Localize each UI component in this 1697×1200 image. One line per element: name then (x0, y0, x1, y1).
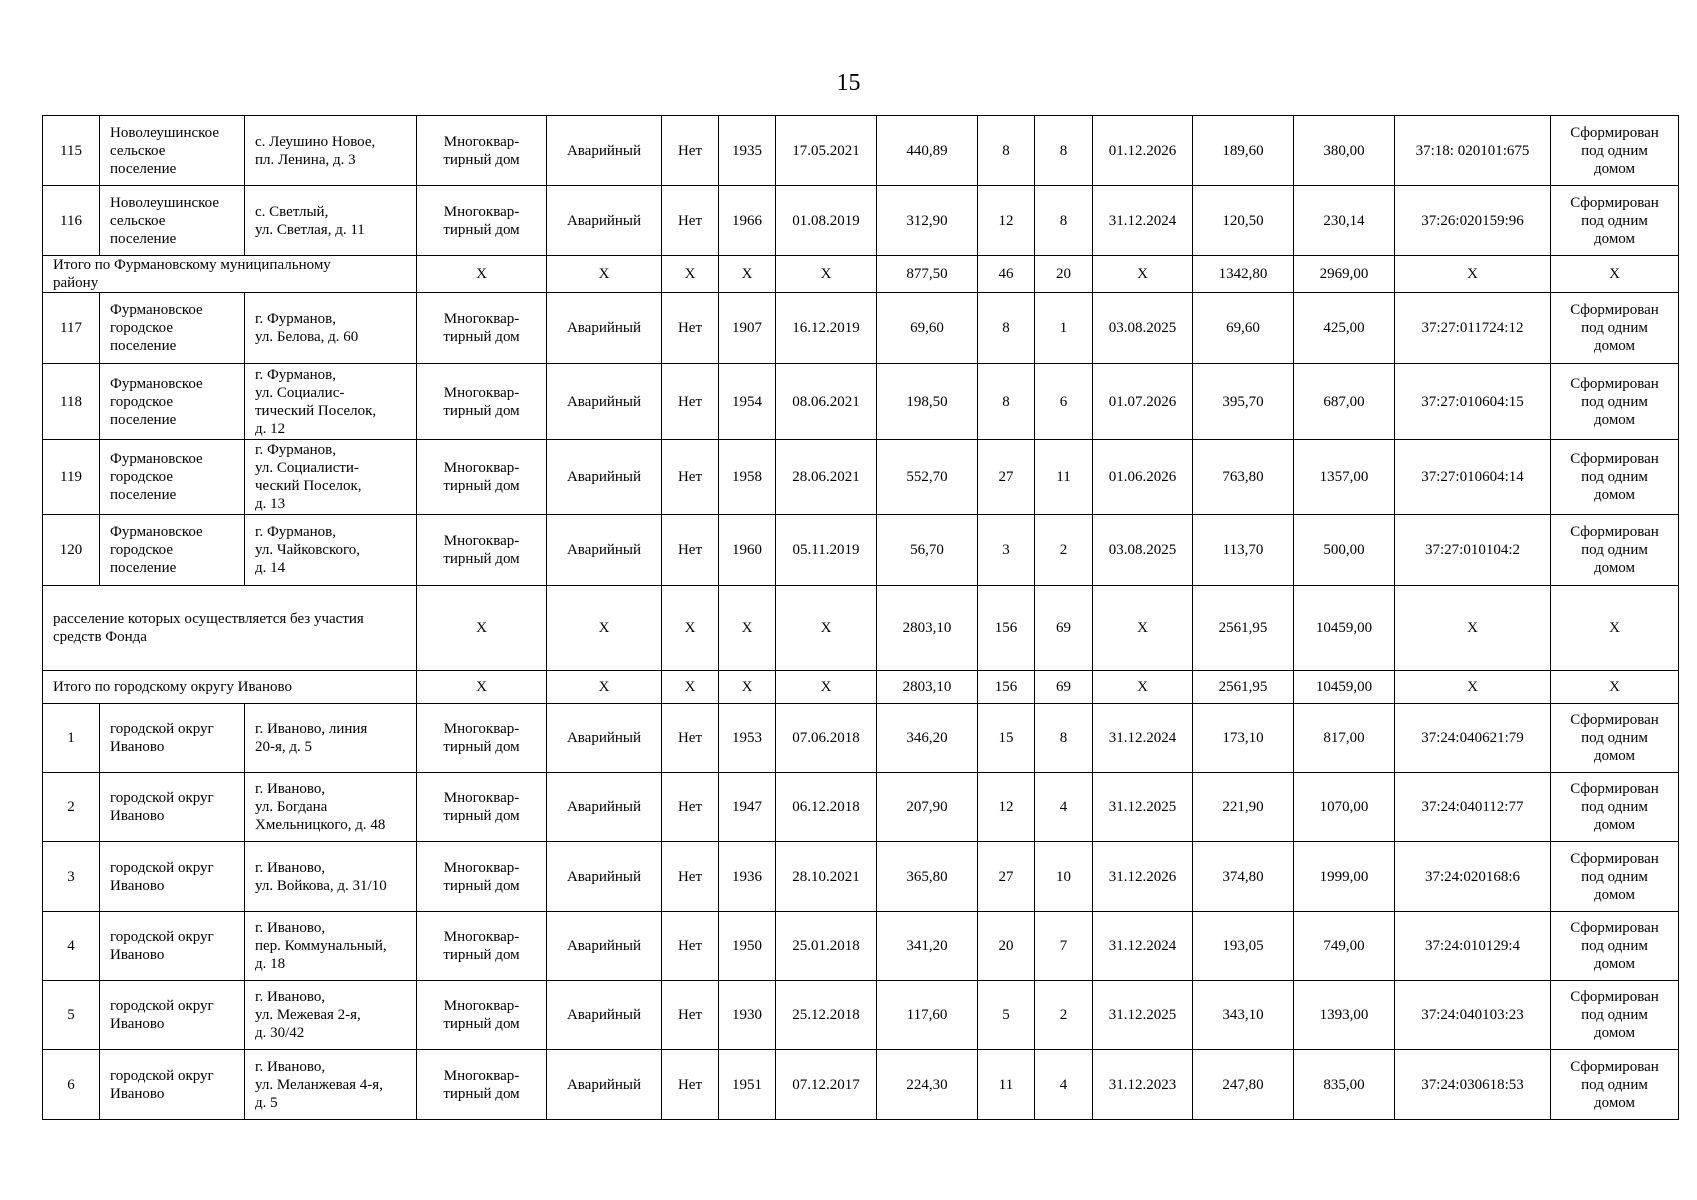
cell-relocation-deadline: 31.12.2025 (1093, 773, 1193, 842)
cell-row-number: 6 (43, 1050, 100, 1120)
cell-total-residents: 156 (978, 586, 1035, 671)
cell-reconstruction-flag: Нет (662, 515, 719, 586)
cell-row-number: 118 (43, 364, 100, 440)
cell-reconstruction-flag: Нет (662, 981, 719, 1050)
cell-relocation-deadline: 31.12.2024 (1093, 704, 1193, 773)
total-row (43, 256, 1679, 293)
cell-row-number: 120 (43, 515, 100, 586)
cell-row-number: 5 (43, 981, 100, 1050)
cell-apartments: 6 (1035, 364, 1093, 440)
cell-apartments: 2 (1035, 515, 1093, 586)
cell-row-number: 4 (43, 912, 100, 981)
cell-area: 365,80 (877, 842, 978, 912)
cell-municipality: Новолеушинское сельское поселение (100, 116, 245, 186)
cell-area: 341,20 (877, 912, 978, 981)
cell-relocated-area: 395,70 (1193, 364, 1294, 440)
cell-cadastral-number: 37:26:020159:96 (1395, 186, 1551, 256)
cell-area: 69,60 (877, 293, 978, 364)
cell-total-cost: 10459,00 (1294, 586, 1395, 671)
cell-residents: 12 (978, 186, 1035, 256)
cell-land-plot-status: Сформирован под одним домом (1551, 773, 1679, 842)
cell-residents: 5 (978, 981, 1035, 1050)
cell-apartments: 2 (1035, 981, 1093, 1050)
cell-relocated-area: 113,70 (1193, 515, 1294, 586)
cell-condition: Аварийный (547, 440, 662, 515)
cell-build-year: 1907 (719, 293, 776, 364)
table-row (43, 912, 1679, 981)
cell-col-x-5: X (547, 586, 662, 671)
cell-total-residents: 156 (978, 671, 1035, 704)
cell-col-x-8: X (776, 671, 877, 704)
table-row (43, 440, 1679, 515)
table-body (43, 116, 1679, 1120)
cell-address: г. Иваново, ул. Войкова, д. 31/10 (245, 842, 417, 912)
cell-col-x-15: X (1395, 671, 1551, 704)
cell-relocation-deadline: 31.12.2025 (1093, 981, 1193, 1050)
cell-relocated-area: 343,10 (1193, 981, 1294, 1050)
cell-relocated-area: 120,50 (1193, 186, 1294, 256)
total-row (43, 671, 1679, 704)
cell-apartments: 4 (1035, 773, 1093, 842)
cell-cost: 835,00 (1294, 1050, 1395, 1120)
cell-total-area: 877,50 (877, 256, 978, 293)
table-row (43, 293, 1679, 364)
total-label: Итого по городскому округу Иваново (43, 671, 417, 704)
cell-cost: 1393,00 (1294, 981, 1395, 1050)
cell-relocated-area: 69,60 (1193, 293, 1294, 364)
cell-building-type: Многоквар- тирный дом (417, 1050, 547, 1120)
cell-reconstruction-flag: Нет (662, 364, 719, 440)
cell-land-plot-status: Сформирован под одним домом (1551, 186, 1679, 256)
cell-cadastral-number: 37:24:010129:4 (1395, 912, 1551, 981)
cell-recognition-date: 06.12.2018 (776, 773, 877, 842)
table-row (43, 515, 1679, 586)
cell-build-year: 1953 (719, 704, 776, 773)
cell-cadastral-number: 37:27:010104:2 (1395, 515, 1551, 586)
cell-total-relocated-area: 1342,80 (1193, 256, 1294, 293)
cell-col-x-8: X (776, 586, 877, 671)
cell-col-x-15: X (1395, 586, 1551, 671)
cell-col-x-7: X (719, 671, 776, 704)
cell-reconstruction-flag: Нет (662, 842, 719, 912)
cell-land-plot-status: Сформирован под одним домом (1551, 364, 1679, 440)
cell-area: 224,30 (877, 1050, 978, 1120)
cell-relocation-deadline: 31.12.2024 (1093, 912, 1193, 981)
table-row (43, 981, 1679, 1050)
cell-apartments: 8 (1035, 116, 1093, 186)
cell-cadastral-number: 37:24:030618:53 (1395, 1050, 1551, 1120)
cell-cost: 425,00 (1294, 293, 1395, 364)
table-row (43, 364, 1679, 440)
cell-cost: 1070,00 (1294, 773, 1395, 842)
cell-condition: Аварийный (547, 116, 662, 186)
cell-relocated-area: 247,80 (1193, 1050, 1294, 1120)
cell-total-cost: 10459,00 (1294, 671, 1395, 704)
page-number: 15 (836, 70, 861, 96)
cell-land-plot-status: Сформирован под одним домом (1551, 981, 1679, 1050)
cell-recognition-date: 01.08.2019 (776, 186, 877, 256)
cell-col-x-6: X (662, 671, 719, 704)
cell-land-plot-status: Сформирован под одним домом (1551, 1050, 1679, 1120)
cell-relocation-deadline: 31.12.2026 (1093, 842, 1193, 912)
cell-municipality: городской округ Иваново (100, 842, 245, 912)
cell-apartments: 8 (1035, 186, 1093, 256)
cell-cost: 749,00 (1294, 912, 1395, 981)
cell-area: 346,20 (877, 704, 978, 773)
cell-col-x-4: X (417, 256, 547, 293)
cell-recognition-date: 07.06.2018 (776, 704, 877, 773)
cell-reconstruction-flag: Нет (662, 1050, 719, 1120)
cell-relocated-area: 193,05 (1193, 912, 1294, 981)
cell-build-year: 1954 (719, 364, 776, 440)
cell-address: г. Иваново, пер. Коммунальный, д. 18 (245, 912, 417, 981)
cell-residents: 27 (978, 842, 1035, 912)
cell-recognition-date: 05.11.2019 (776, 515, 877, 586)
cell-condition: Аварийный (547, 842, 662, 912)
cell-address: г. Иваново, ул. Богдана Хмельницкого, д. 48 (245, 773, 417, 842)
cell-relocated-area: 763,80 (1193, 440, 1294, 515)
cell-apartments: 4 (1035, 1050, 1093, 1120)
cell-cost: 817,00 (1294, 704, 1395, 773)
cell-address: г. Фурманов, ул. Белова, д. 60 (245, 293, 417, 364)
cell-reconstruction-flag: Нет (662, 186, 719, 256)
cell-municipality: Фурмановское городское поселение (100, 293, 245, 364)
cell-address: с. Светлый, ул. Светлая, д. 11 (245, 186, 417, 256)
cell-recognition-date: 25.01.2018 (776, 912, 877, 981)
cell-recognition-date: 28.06.2021 (776, 440, 877, 515)
cell-municipality: Фурмановское городское поселение (100, 440, 245, 515)
cell-total-area: 2803,10 (877, 586, 978, 671)
cell-col-x-5: X (547, 671, 662, 704)
cell-relocation-deadline: 31.12.2024 (1093, 186, 1193, 256)
cell-address: с. Леушино Новое, пл. Ленина, д. 3 (245, 116, 417, 186)
cell-residents: 15 (978, 704, 1035, 773)
cell-land-plot-status: Сформирован под одним домом (1551, 293, 1679, 364)
cell-row-number: 1 (43, 704, 100, 773)
cell-total-residents: 46 (978, 256, 1035, 293)
cell-land-plot-status: Сформирован под одним домом (1551, 515, 1679, 586)
cell-cost: 230,14 (1294, 186, 1395, 256)
cell-cost: 500,00 (1294, 515, 1395, 586)
cell-relocated-area: 221,90 (1193, 773, 1294, 842)
cell-cadastral-number: 37:27:010604:14 (1395, 440, 1551, 515)
table-row (43, 704, 1679, 773)
cell-apartments: 11 (1035, 440, 1093, 515)
cell-build-year: 1958 (719, 440, 776, 515)
cell-col-x-7: X (719, 586, 776, 671)
cell-municipality: городской округ Иваново (100, 912, 245, 981)
table-row (43, 1050, 1679, 1120)
cell-col-x-4: X (417, 671, 547, 704)
cell-address: г. Иваново, ул. Межевая 2-я, д. 30/42 (245, 981, 417, 1050)
cell-col-x-8: X (776, 256, 877, 293)
cell-col-x-16: X (1551, 671, 1679, 704)
cell-area: 552,70 (877, 440, 978, 515)
cell-building-type: Многоквар- тирный дом (417, 773, 547, 842)
cell-relocated-area: 189,60 (1193, 116, 1294, 186)
cell-total-relocated-area: 2561,95 (1193, 671, 1294, 704)
cell-municipality: Фурмановское городское поселение (100, 364, 245, 440)
cell-municipality: Новолеушинское сельское поселение (100, 186, 245, 256)
cell-address: г. Иваново, линия 20-я, д. 5 (245, 704, 417, 773)
cell-cadastral-number: 37:24:040103:23 (1395, 981, 1551, 1050)
cell-address: г. Фурманов, ул. Социалис- тический Поселок, д. 12 (245, 364, 417, 440)
cell-land-plot-status: Сформирован под одним домом (1551, 842, 1679, 912)
cell-residents: 27 (978, 440, 1035, 515)
cell-address: г. Фурманов, ул. Чайковского, д. 14 (245, 515, 417, 586)
cell-row-number: 3 (43, 842, 100, 912)
cell-total-apartments: 69 (1035, 671, 1093, 704)
cell-row-number: 2 (43, 773, 100, 842)
cell-relocated-area: 173,10 (1193, 704, 1294, 773)
cell-col-x-15: X (1395, 256, 1551, 293)
cell-condition: Аварийный (547, 364, 662, 440)
cell-cadastral-number: 37:24:040112:77 (1395, 773, 1551, 842)
cell-col-x-12: X (1093, 256, 1193, 293)
table-row (43, 186, 1679, 256)
cell-recognition-date: 07.12.2017 (776, 1050, 877, 1120)
cell-cost: 1999,00 (1294, 842, 1395, 912)
cell-build-year: 1930 (719, 981, 776, 1050)
cell-reconstruction-flag: Нет (662, 912, 719, 981)
cell-building-type: Многоквар- тирный дом (417, 364, 547, 440)
cell-build-year: 1966 (719, 186, 776, 256)
cell-municipality: городской округ Иваново (100, 1050, 245, 1120)
cell-relocation-deadline: 01.12.2026 (1093, 116, 1193, 186)
cell-build-year: 1947 (719, 773, 776, 842)
cell-condition: Аварийный (547, 912, 662, 981)
cell-address: г. Фурманов, ул. Социалисти- ческий Поселок, д. 13 (245, 440, 417, 515)
cell-reconstruction-flag: Нет (662, 116, 719, 186)
cell-residents: 11 (978, 1050, 1035, 1120)
total-label: расселение которых осуществляется без участия средств Фонда (43, 586, 417, 671)
cell-total-apartments: 69 (1035, 586, 1093, 671)
cell-building-type: Многоквар- тирный дом (417, 186, 547, 256)
cell-recognition-date: 16.12.2019 (776, 293, 877, 364)
cell-cost: 1357,00 (1294, 440, 1395, 515)
housing-register-table (42, 115, 1679, 1120)
cell-col-x-6: X (662, 586, 719, 671)
cell-building-type: Многоквар- тирный дом (417, 704, 547, 773)
total-row (43, 586, 1679, 671)
cell-reconstruction-flag: Нет (662, 293, 719, 364)
cell-cost: 380,00 (1294, 116, 1395, 186)
cell-cadastral-number: 37:24:020168:6 (1395, 842, 1551, 912)
cell-row-number: 115 (43, 116, 100, 186)
cell-col-x-6: X (662, 256, 719, 293)
cell-address: г. Иваново, ул. Меланжевая 4-я, д. 5 (245, 1050, 417, 1120)
cell-col-x-5: X (547, 256, 662, 293)
cell-municipality: городской округ Иваново (100, 704, 245, 773)
cell-col-x-16: X (1551, 586, 1679, 671)
cell-building-type: Многоквар- тирный дом (417, 981, 547, 1050)
cell-total-area: 2803,10 (877, 671, 978, 704)
cell-col-x-4: X (417, 586, 547, 671)
cell-area: 117,60 (877, 981, 978, 1050)
cell-building-type: Многоквар- тирный дом (417, 515, 547, 586)
cell-residents: 12 (978, 773, 1035, 842)
cell-condition: Аварийный (547, 773, 662, 842)
cell-reconstruction-flag: Нет (662, 773, 719, 842)
cell-apartments: 7 (1035, 912, 1093, 981)
cell-building-type: Многоквар- тирный дом (417, 116, 547, 186)
cell-residents: 8 (978, 293, 1035, 364)
cell-building-type: Многоквар- тирный дом (417, 293, 547, 364)
cell-residents: 3 (978, 515, 1035, 586)
cell-col-x-16: X (1551, 256, 1679, 293)
cell-area: 207,90 (877, 773, 978, 842)
cell-building-type: Многоквар- тирный дом (417, 842, 547, 912)
cell-area: 312,90 (877, 186, 978, 256)
cell-residents: 20 (978, 912, 1035, 981)
total-label: Итого по Фурмановскому муниципальному району (43, 256, 417, 293)
cell-condition: Аварийный (547, 515, 662, 586)
cell-relocation-deadline: 01.07.2026 (1093, 364, 1193, 440)
cell-land-plot-status: Сформирован под одним домом (1551, 912, 1679, 981)
cell-relocated-area: 374,80 (1193, 842, 1294, 912)
cell-cadastral-number: 37:18: 020101:675 (1395, 116, 1551, 186)
table-row (43, 773, 1679, 842)
cell-recognition-date: 17.05.2021 (776, 116, 877, 186)
cell-apartments: 8 (1035, 704, 1093, 773)
cell-row-number: 117 (43, 293, 100, 364)
cell-building-type: Многоквар- тирный дом (417, 912, 547, 981)
cell-cadastral-number: 37:24:040621:79 (1395, 704, 1551, 773)
cell-area: 440,89 (877, 116, 978, 186)
table-row (43, 116, 1679, 186)
cell-apartments: 1 (1035, 293, 1093, 364)
cell-residents: 8 (978, 116, 1035, 186)
cell-land-plot-status: Сформирован под одним домом (1551, 440, 1679, 515)
cell-reconstruction-flag: Нет (662, 704, 719, 773)
cell-condition: Аварийный (547, 981, 662, 1050)
cell-cadastral-number: 37:27:011724:12 (1395, 293, 1551, 364)
cell-total-apartments: 20 (1035, 256, 1093, 293)
cell-land-plot-status: Сформирован под одним домом (1551, 704, 1679, 773)
cell-building-type: Многоквар- тирный дом (417, 440, 547, 515)
cell-build-year: 1936 (719, 842, 776, 912)
cell-residents: 8 (978, 364, 1035, 440)
cell-total-relocated-area: 2561,95 (1193, 586, 1294, 671)
cell-condition: Аварийный (547, 186, 662, 256)
cell-recognition-date: 25.12.2018 (776, 981, 877, 1050)
cell-relocation-deadline: 31.12.2023 (1093, 1050, 1193, 1120)
cell-apartments: 10 (1035, 842, 1093, 912)
cell-cost: 687,00 (1294, 364, 1395, 440)
cell-cadastral-number: 37:27:010604:15 (1395, 364, 1551, 440)
cell-build-year: 1935 (719, 116, 776, 186)
cell-recognition-date: 28.10.2021 (776, 842, 877, 912)
cell-recognition-date: 08.06.2021 (776, 364, 877, 440)
cell-relocation-deadline: 03.08.2025 (1093, 293, 1193, 364)
cell-land-plot-status: Сформирован под одним домом (1551, 116, 1679, 186)
cell-condition: Аварийный (547, 1050, 662, 1120)
cell-relocation-deadline: 03.08.2025 (1093, 515, 1193, 586)
cell-total-cost: 2969,00 (1294, 256, 1395, 293)
cell-col-x-7: X (719, 256, 776, 293)
cell-municipality: Фурмановское городское поселение (100, 515, 245, 586)
cell-area: 198,50 (877, 364, 978, 440)
cell-municipality: городской округ Иваново (100, 773, 245, 842)
cell-relocation-deadline: 01.06.2026 (1093, 440, 1193, 515)
cell-condition: Аварийный (547, 704, 662, 773)
cell-row-number: 119 (43, 440, 100, 515)
cell-col-x-12: X (1093, 586, 1193, 671)
cell-municipality: городской округ Иваново (100, 981, 245, 1050)
cell-build-year: 1950 (719, 912, 776, 981)
cell-row-number: 116 (43, 186, 100, 256)
cell-area: 56,70 (877, 515, 978, 586)
cell-col-x-12: X (1093, 671, 1193, 704)
cell-build-year: 1951 (719, 1050, 776, 1120)
table-row (43, 842, 1679, 912)
cell-build-year: 1960 (719, 515, 776, 586)
cell-reconstruction-flag: Нет (662, 440, 719, 515)
cell-condition: Аварийный (547, 293, 662, 364)
